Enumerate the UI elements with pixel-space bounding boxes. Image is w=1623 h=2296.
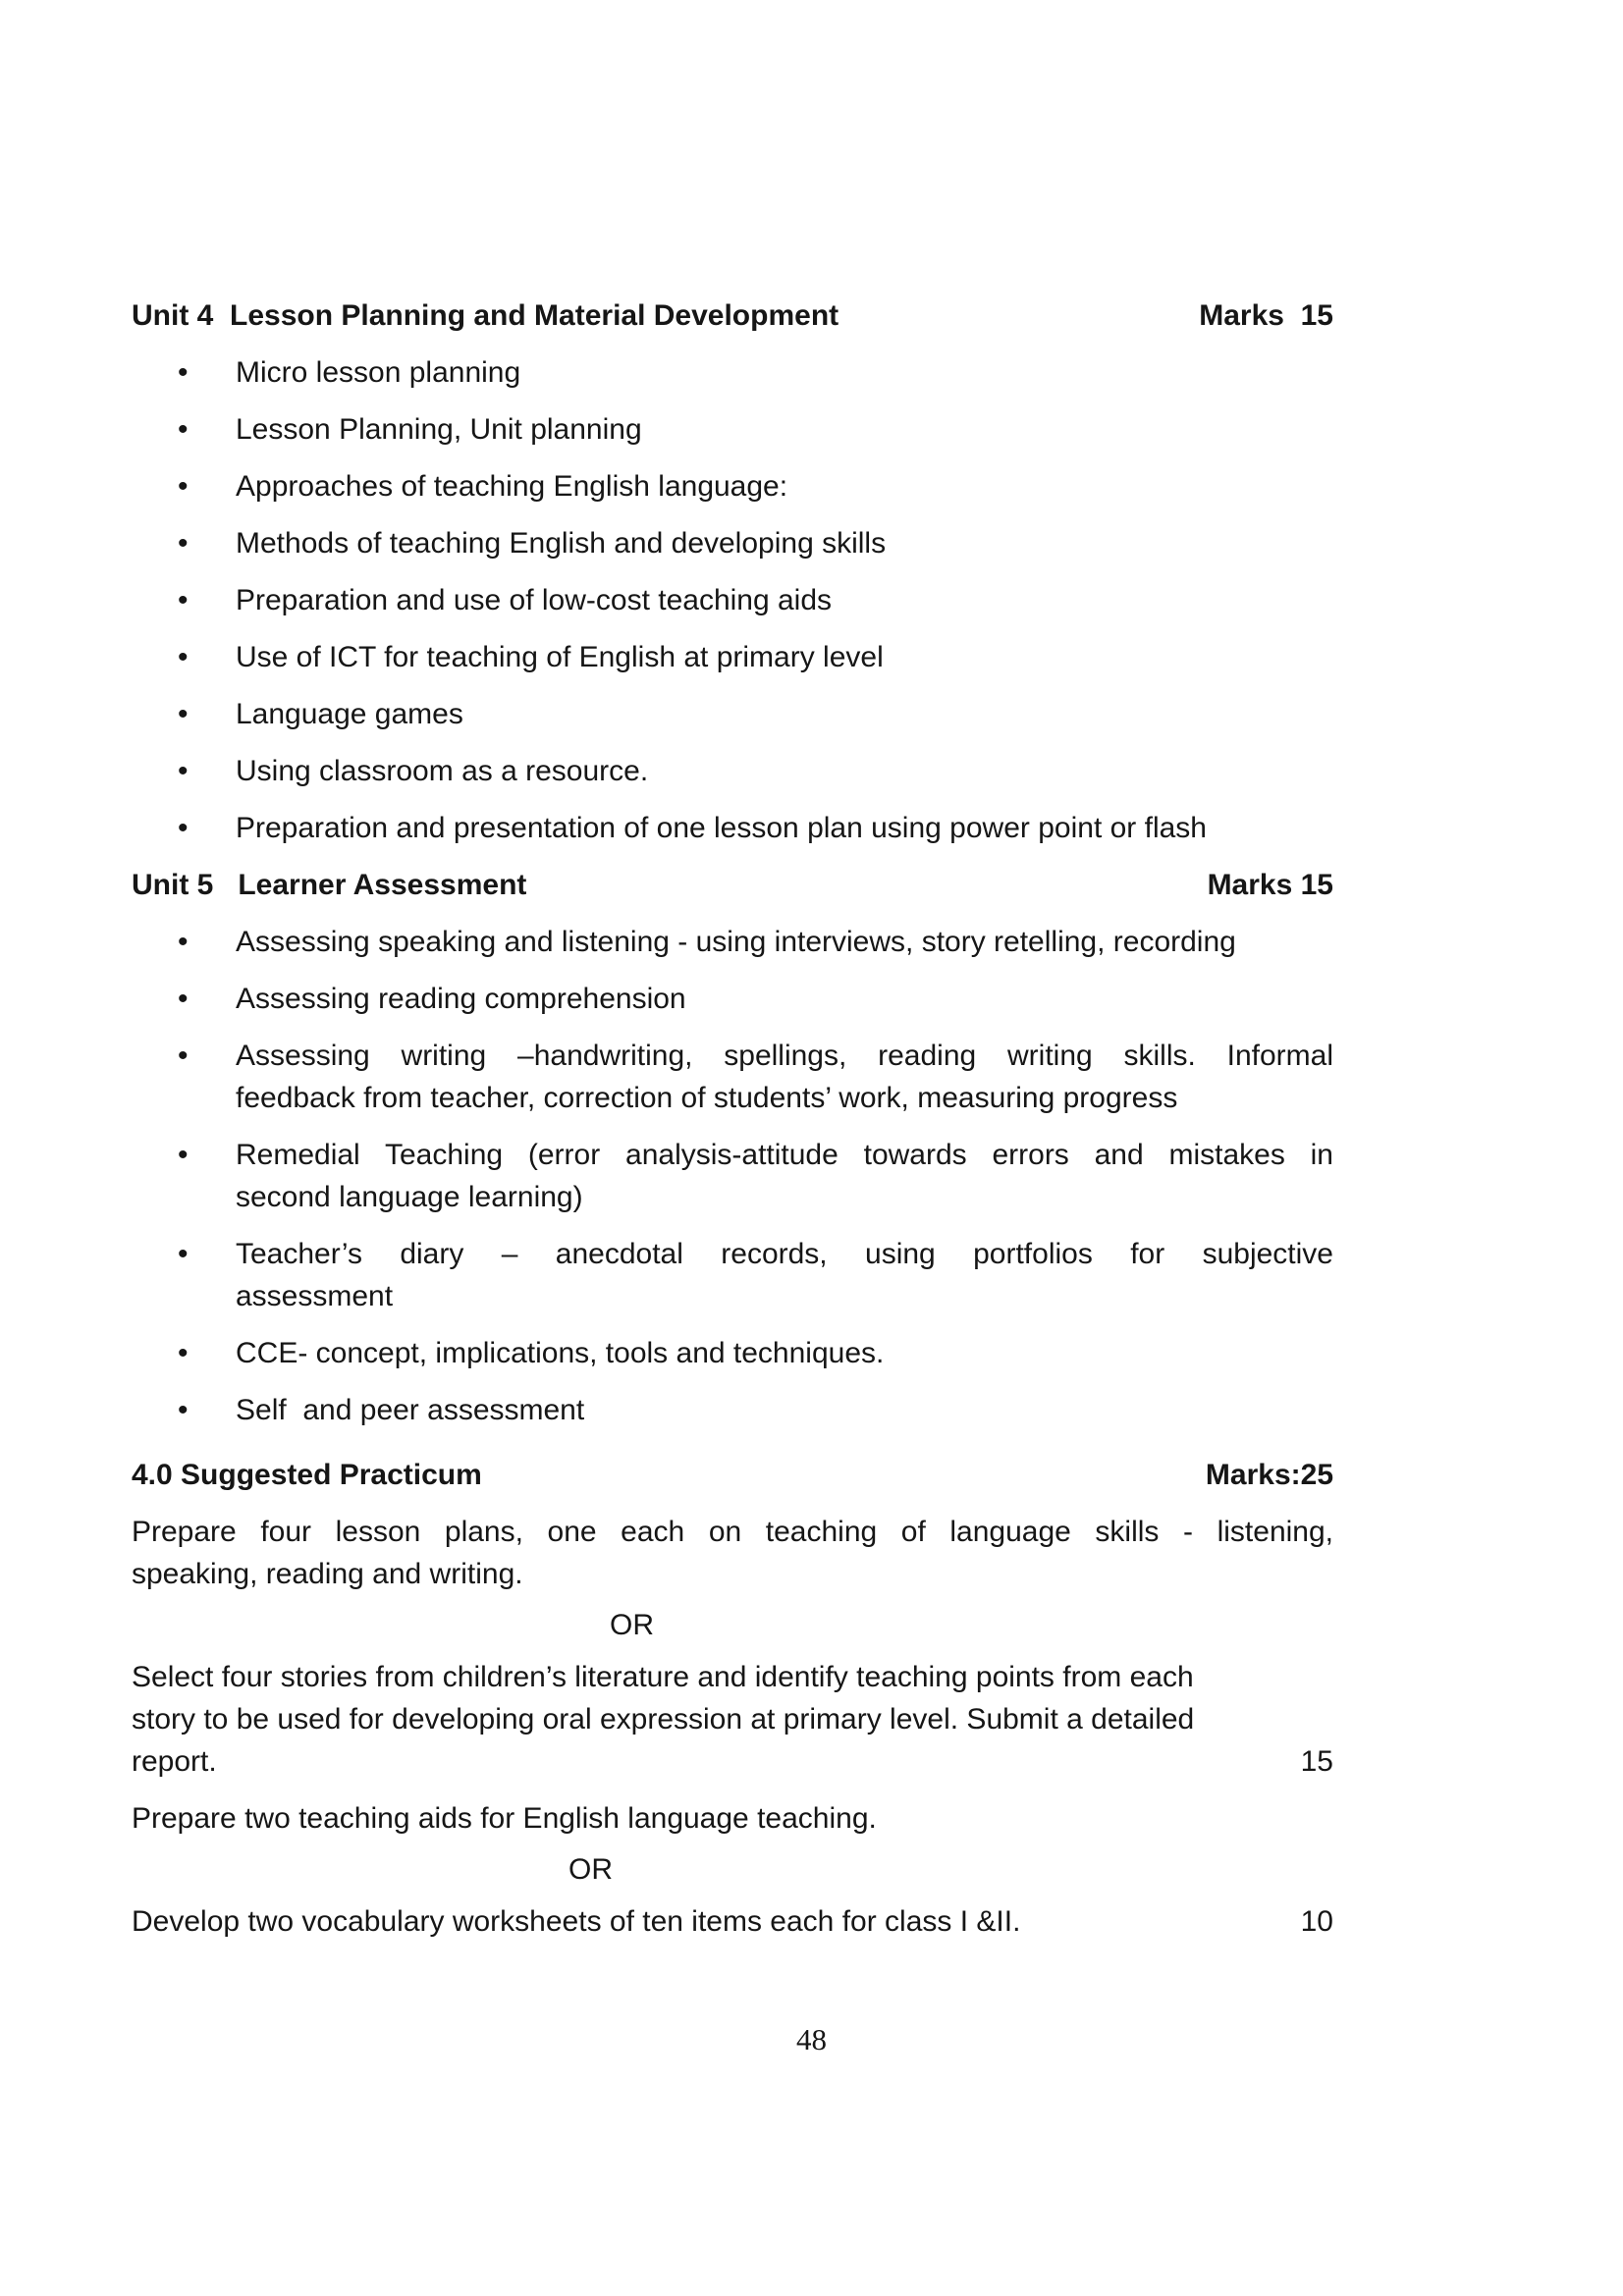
bullet-dot-icon: • [178, 1139, 189, 1171]
text-line-content: Preparation and use of low-cost teaching aids [236, 584, 833, 616]
bullet-item [132, 750, 1333, 792]
text-line [236, 1275, 1333, 1317]
text-line-content: Remedial Teaching (error analysis-attitude towards errors and mistakes in [236, 1139, 1333, 1171]
text-line [236, 693, 1333, 735]
text-line-content: Prepare two teaching aids for English language teaching. [132, 1802, 877, 1835]
bullet-item [132, 465, 1333, 507]
bullet-item [132, 921, 1333, 963]
bullet-item [132, 1035, 1333, 1119]
bullet-item [132, 1233, 1333, 1317]
paragraph [132, 1900, 1333, 1943]
bullet-dot-icon: • [178, 1394, 189, 1426]
bullet-item [132, 636, 1333, 678]
bullet-dot-icon: • [178, 356, 189, 389]
section-heading [132, 294, 1333, 337]
bullet-item [132, 1332, 1333, 1374]
text-line-content: feedback from teacher, correction of students’ work, measuring progress [236, 1082, 1178, 1114]
text-line [236, 750, 1333, 792]
text-line-content: Micro lesson planning [236, 356, 521, 389]
text-line [236, 1233, 1333, 1275]
text-line [236, 1077, 1333, 1119]
bullet-item [132, 1134, 1333, 1218]
text-line [132, 1511, 1333, 1553]
or-label: OR [568, 1853, 613, 1886]
text-line-content: Using classroom as a resource. [236, 755, 649, 787]
heading-title: Unit 5 Learner Assessment [132, 869, 527, 901]
text-line-content: Use of ICT for teaching of English at primary level [236, 641, 884, 673]
text-line [132, 1797, 1333, 1840]
text-line-content: Select four stories from children’s literature and identify teaching points from each [132, 1661, 1194, 1693]
bullet-dot-icon: • [178, 584, 189, 616]
text-line [132, 1553, 1333, 1595]
text-line [132, 1740, 1333, 1783]
text-line-content: Methods of teaching English and developing skills [236, 527, 887, 560]
bullet-item [132, 1389, 1333, 1431]
text-line-content: Assessing reading comprehension [236, 983, 686, 1015]
or-separator [132, 1848, 1333, 1891]
bullet-dot-icon: • [178, 1238, 189, 1270]
text-line-content: Assessing speaking and listening - using interviews, story retelling, recording [236, 926, 1236, 958]
text-line [132, 1698, 1333, 1740]
page-number: 48 [796, 2022, 827, 2056]
marks-label: Marks 15 [1207, 869, 1333, 901]
heading-title: 4.0 Suggested Practicum [132, 1459, 482, 1491]
section-heading [132, 864, 1333, 906]
text-line-content: second language learning) [236, 1181, 583, 1213]
text-line [236, 1389, 1333, 1431]
text-line [236, 1332, 1333, 1374]
bullet-item [132, 408, 1333, 451]
text-line [236, 921, 1333, 963]
text-line [236, 465, 1333, 507]
marks-note: 15 [1300, 1745, 1333, 1778]
bullet-dot-icon: • [178, 755, 189, 787]
text-line [236, 522, 1333, 564]
section-heading [132, 1446, 1333, 1496]
bullet-dot-icon: • [178, 926, 189, 958]
bullet-item [132, 978, 1333, 1020]
bullet-dot-icon: • [178, 470, 189, 503]
text-line [236, 1035, 1333, 1077]
bullet-dot-icon: • [178, 1337, 189, 1369]
text-line [236, 1176, 1333, 1218]
paragraph [132, 1511, 1333, 1595]
text-line [236, 351, 1333, 394]
bullet-item [132, 579, 1333, 621]
text-line-content: CCE- concept, implications, tools and techniques. [236, 1337, 885, 1369]
text-line-content: Self and peer assessment [236, 1394, 585, 1426]
text-line-content: story to be used for developing oral expression at primary level. Submit a detailed [132, 1703, 1195, 1735]
text-line [132, 1656, 1333, 1698]
text-line [132, 1900, 1333, 1943]
or-separator [132, 1604, 1333, 1646]
text-line-content: Develop two vocabulary worksheets of ten items each for class I &II. [132, 1905, 1021, 1938]
bullet-item [132, 807, 1333, 849]
bullet-item [132, 351, 1333, 394]
bullet-dot-icon: • [178, 413, 189, 446]
bullet-dot-icon: • [178, 641, 189, 673]
text-line-content: Preparation and presentation of one lesson plan using power point or flash [236, 812, 1207, 844]
bullet-dot-icon: • [178, 983, 189, 1015]
bullet-dot-icon: • [178, 812, 189, 844]
or-label: OR [610, 1609, 654, 1641]
text-line [236, 807, 1333, 849]
text-line-content: Approaches of teaching English language: [236, 470, 788, 503]
text-line-content: Lesson Planning, Unit planning [236, 413, 642, 446]
text-line-content: Assessing writing –handwriting, spellings, reading writing skills. Informal [236, 1040, 1333, 1072]
text-line-content: speaking, reading and writing. [132, 1558, 523, 1590]
bullet-dot-icon: • [178, 698, 189, 730]
text-line [236, 1134, 1333, 1176]
bullet-item [132, 522, 1333, 564]
text-line [236, 636, 1333, 678]
text-line [236, 978, 1333, 1020]
marks-label: Marks 15 [1199, 299, 1333, 332]
marks-note: 10 [1300, 1905, 1333, 1938]
text-line-content: Language games [236, 698, 463, 730]
bullet-dot-icon: • [178, 527, 189, 560]
text-line-content: report. [132, 1745, 217, 1778]
text-line [236, 408, 1333, 451]
text-line-content: Prepare four lesson plans, one each on teaching of language skills - listening, [132, 1516, 1333, 1548]
marks-label: Marks:25 [1205, 1459, 1333, 1491]
text-line-content: Teacher’s diary – anecdotal records, using portfolios for subjective [236, 1238, 1333, 1270]
text-line [236, 579, 1333, 621]
paragraph [132, 1797, 1333, 1840]
paragraph [132, 1656, 1333, 1783]
bullet-dot-icon: • [178, 1040, 189, 1072]
heading-title: Unit 4 Lesson Planning and Material Development [132, 299, 839, 332]
document-content [132, 294, 1333, 1957]
text-line-content: assessment [236, 1280, 394, 1312]
bullet-item [132, 693, 1333, 735]
